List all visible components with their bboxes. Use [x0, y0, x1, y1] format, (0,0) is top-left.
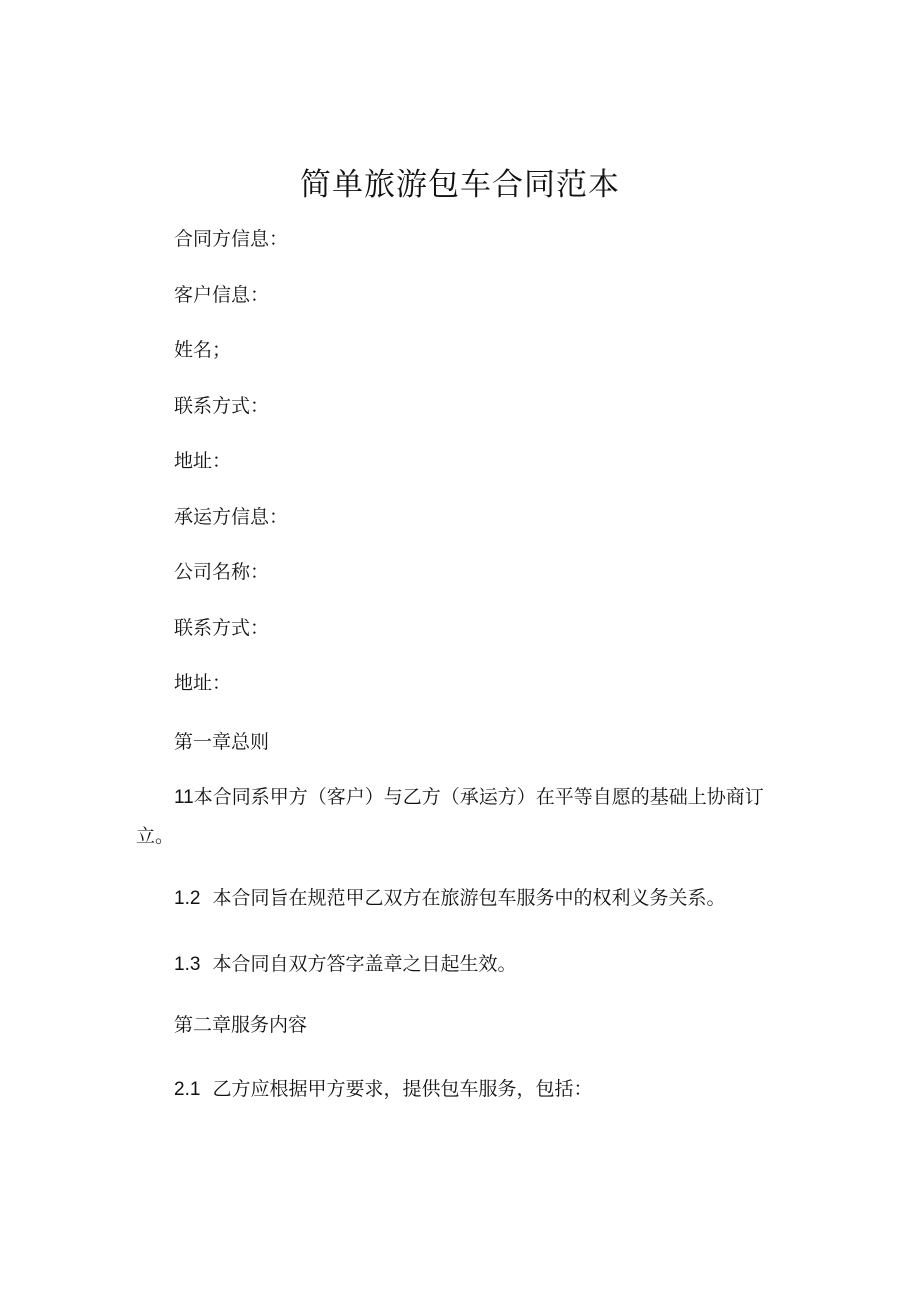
customer-name-field: 姓名；	[174, 339, 232, 361]
clause-1-1	[136, 778, 786, 855]
clause-1-3-number: 1.3	[174, 954, 201, 975]
clause-2-1-text: 乙方应根据甲方要求，提供包车服务，包括：	[212, 1078, 593, 1100]
customer-header: 客户信息：	[174, 284, 270, 306]
clause-1-2-text: 本合同旨在规范甲乙双方在旅游包车服务中的权利义务关系。	[212, 887, 726, 909]
clause-1-3-text: 本合同自双方答字盖章之日起生效。	[212, 953, 517, 975]
carrier-contact-field: 联系方式：	[174, 617, 270, 639]
clause-1-2	[174, 884, 726, 913]
clause-1-3	[174, 950, 517, 979]
carrier-address-field: 地址：	[174, 672, 232, 694]
clause-2-1-number: 2.1	[174, 1079, 201, 1100]
clause-1-1-text: 本合同系甲方（客户）与乙方（承运方）在平等自愿的基础上协商订立。	[136, 786, 764, 847]
carrier-header: 承运方信息：	[174, 506, 289, 528]
clause-2-1	[174, 1075, 593, 1104]
customer-contact-field: 联系方式：	[174, 395, 270, 417]
document-title: 简单旅游包车合同范本	[300, 167, 620, 203]
clause-1-1-number: 11	[174, 787, 194, 808]
chapter1-heading: 第一章总则	[174, 731, 270, 753]
parties-header: 合同方信息：	[174, 228, 289, 250]
chapter2-heading: 第二章服务内容	[174, 1014, 308, 1036]
clause-1-2-number: 1.2	[174, 888, 201, 909]
customer-address-field: 地址：	[174, 450, 232, 472]
carrier-company-field: 公司名称：	[174, 561, 270, 583]
